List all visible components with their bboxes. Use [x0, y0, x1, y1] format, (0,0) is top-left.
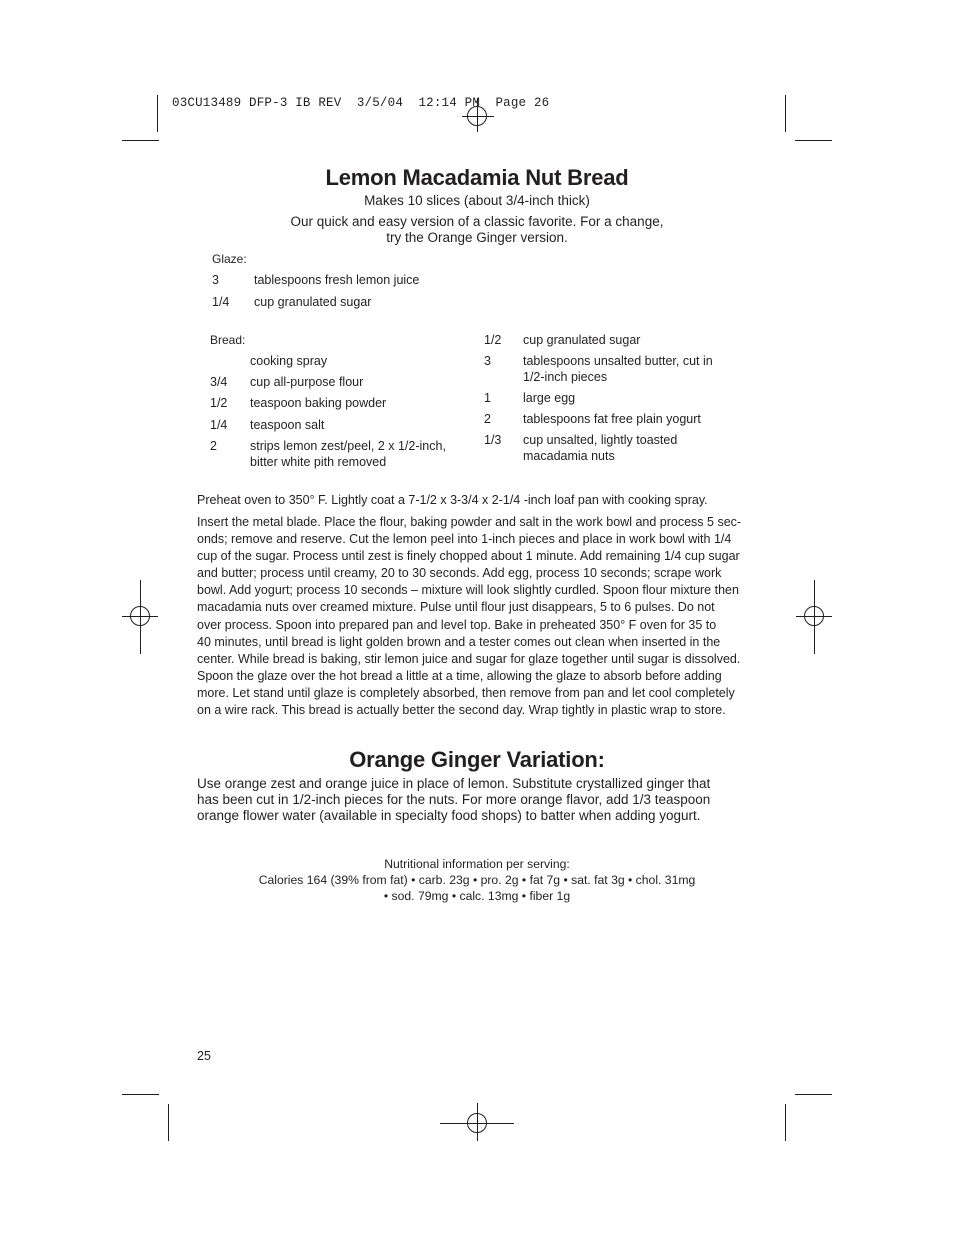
method-line: macadamia nuts over creamed mixture. Pulse until flour just disappears, 5 to 6 pulses. Do not: [197, 600, 715, 615]
ingredient-text: teaspoon baking powder: [250, 396, 387, 410]
crop-mark: [795, 140, 832, 141]
crop-mark: [795, 1094, 832, 1095]
variation-title: Orange Ginger Variation:: [349, 747, 605, 772]
method-line: center. While bread is baking, stir lemon juice and sugar for glaze together until sugar is dissolved.: [197, 651, 741, 666]
recipe-yield: Makes 10 slices (about 3/4-inch thick): [364, 193, 590, 208]
registration-mark-icon: [140, 580, 141, 654]
ingredient-row: [210, 374, 470, 390]
variation-text: [197, 776, 767, 824]
ingredient-text: 1/2-inch pieces: [523, 370, 608, 384]
ingredient-row: [484, 390, 744, 406]
variation-line: orange flower water (available in specialty food shops) to batter when adding yogurt.: [197, 808, 701, 823]
ingredient-row: [210, 438, 470, 470]
ingredient-text: teaspoon salt: [250, 418, 325, 432]
method-line: cup of the sugar. Process until zest is finely chopped about 1 minute. Add remaining 1/4 cup sugar: [197, 549, 740, 564]
ingredient-text: cup granulated sugar: [254, 295, 372, 309]
ingredient-amount: 3: [484, 354, 491, 368]
crop-mark: [157, 95, 158, 132]
ingredient-text: large egg: [523, 391, 576, 405]
ingredient-row: [484, 432, 744, 464]
ingredient-amount: 1/4: [210, 418, 228, 432]
ingredient-amount: 1/2: [210, 396, 228, 410]
recipe-title: Lemon Macadamia Nut Bread: [325, 165, 629, 190]
crop-mark: [168, 1104, 169, 1141]
ingredient-text: cup unsalted, lightly toasted: [523, 433, 678, 447]
ingredient-amount: 1/2: [484, 333, 502, 347]
ingredient-amount: 3: [212, 273, 219, 287]
ingredient-row: [484, 353, 744, 385]
crop-mark: [785, 1104, 786, 1141]
ingredient-text: tablespoons unsalted butter, cut in: [523, 354, 713, 368]
bread-label: Bread:: [210, 333, 246, 347]
nutrition-heading: Nutritional information per serving:: [384, 857, 570, 871]
crop-mark: [122, 1094, 159, 1095]
ingredient-row: [210, 395, 470, 411]
registration-mark-icon: [440, 1123, 514, 1124]
ingredient-text: cooking spray: [250, 354, 328, 368]
ingredient-row: [484, 332, 744, 348]
registration-mark-icon: [462, 116, 494, 117]
ingredient-amount: 2: [210, 439, 217, 453]
nutrition-line: Calories 164 (39% from fat) • carb. 23g • pro. 2g • fat 7g • sat. fat 3g • chol. 31mg: [258, 873, 696, 887]
ingredient-amount: 3/4: [210, 375, 228, 389]
method-line: onds; remove and reserve. Cut the lemon peel into 1-inch pieces and place in work bowl with 1/4: [197, 532, 732, 547]
page-number: 25: [197, 1049, 211, 1063]
ingredient-text: cup all-purpose flour: [250, 375, 364, 389]
print-slug: 03CU13489 DFP-3 IB REV 3/5/04 12:14 PM Page 26: [172, 96, 550, 110]
method-line: Insert the metal blade. Place the flour, baking powder and salt in the work bowl and process 5 sec-: [197, 515, 742, 529]
ingredient-text: tablespoons fresh lemon juice: [254, 273, 420, 287]
method-line: more. Let stand until glaze is completely absorbed, then remove from pan and let cool completely: [197, 685, 735, 700]
variation-line: has been cut in 1/2-inch pieces for the nuts. For more orange flavor, add 1/3 teaspoon: [197, 792, 711, 807]
method-line: Spoon the glaze over the hot bread a little at a time, allowing the glaze to absorb before adding: [197, 668, 722, 683]
preheat-instruction: Preheat oven to 350° F. Lightly coat a 7-1/2 x 3-3/4 x 2-1/4 -inch loaf pan with cooking spray.: [197, 493, 708, 507]
ingredient-row: [212, 272, 512, 288]
method-line: 40 minutes, until bread is light golden brown and a tester comes out clean when inserted in the: [197, 634, 721, 649]
ingredient-text: bitter white pith removed: [250, 455, 387, 469]
registration-mark-icon: [122, 616, 158, 617]
crop-mark: [785, 95, 786, 132]
method-line: and butter; process until creamy, 20 to 30 seconds. Add egg, process 10 seconds; scrape work: [197, 566, 722, 581]
registration-mark-icon: [814, 580, 815, 654]
ingredient-row: [484, 411, 744, 427]
method-line: bowl. Add yogurt; process 10 seconds – mixture will look slightly curdled. Spoon flour mixture then: [197, 583, 739, 598]
ingredient-text: macadamia nuts: [523, 449, 615, 463]
crop-mark: [122, 140, 159, 141]
ingredient-row: [212, 294, 512, 310]
glaze-label: Glaze:: [212, 252, 247, 266]
ingredient-amount: 2: [484, 412, 491, 426]
ingredient-text: tablespoons fat free plain yogurt: [523, 412, 701, 426]
registration-mark-icon: [477, 1103, 478, 1141]
ingredient-text: cup granulated sugar: [523, 333, 641, 347]
nutrition-line: • sod. 79mg • calc. 13mg • fiber 1g: [383, 889, 571, 903]
method-line: over process. Spoon into prepared pan and level top. Bake in preheated 350° F oven for 35 to: [197, 617, 717, 632]
method-line: on a wire rack. This bread is actually better the second day. Wrap tightly in plastic wrap to store.: [197, 703, 726, 718]
ingredient-text: strips lemon zest/peel, 2 x 1/2-inch,: [250, 439, 446, 453]
recipe-intro-line: try the Orange Ginger version.: [386, 230, 568, 245]
recipe-intro-line: Our quick and easy version of a classic favorite. For a change,: [290, 214, 664, 229]
ingredient-amount: 1: [484, 391, 491, 405]
ingredient-amount: 1/3: [484, 433, 502, 447]
variation-line: Use orange zest and orange juice in place of lemon. Substitute crystallized ginger that: [197, 776, 711, 791]
ingredient-row: [210, 417, 470, 433]
ingredient-amount: 1/4: [212, 295, 230, 309]
method-paragraph: [197, 514, 757, 719]
registration-mark-icon: [796, 616, 832, 617]
ingredient-row: [210, 353, 470, 369]
